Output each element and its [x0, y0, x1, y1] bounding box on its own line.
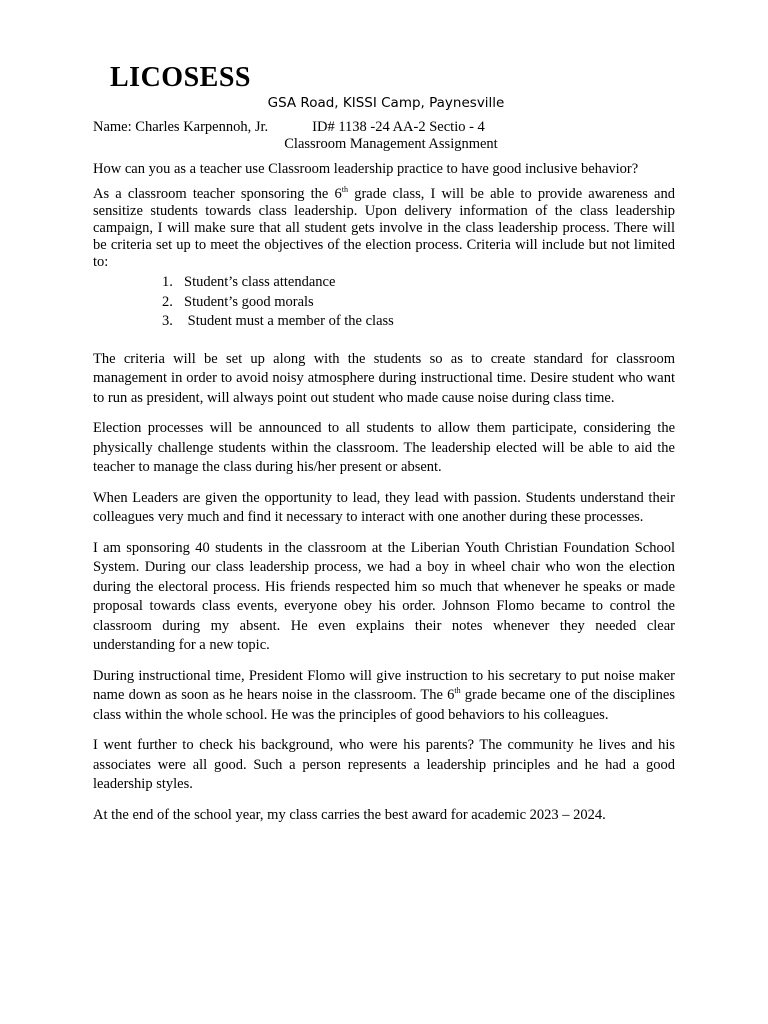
address-text: GSA Road, KISSI Camp, Paynesville	[267, 95, 505, 111]
criteria-list	[93, 273, 675, 332]
paragraph-background: I went further to check his background, who were his parents? The community he lives and his associates were all good. Such a person represents a leadership principles and he had a good leadership styles.	[93, 737, 675, 792]
question: How can you as a teacher use Classroom leadership practice to have good inclusive behavior?	[93, 161, 639, 177]
list-number: 2.	[162, 293, 173, 310]
name-id-row	[93, 119, 675, 136]
list-text: Student must a member of the class	[184, 313, 394, 329]
document-body	[93, 160, 675, 825]
school-address	[0, 94, 768, 112]
student-name: Name: Charles Karpennoh, Jr.	[93, 119, 269, 135]
paragraph-instructional	[93, 667, 675, 726]
list-text: Student’s class attendance	[184, 274, 336, 290]
p6-text-a: During instructional time, President Flomo will give instruction to his secretary to put noise maker name down as soon as he hears noise in the classroom. The 6	[93, 667, 675, 703]
intro-paragraph	[93, 186, 675, 271]
intro-text-b: grade class, I will be able to provide awareness and sensitize students towards class leadership. Upon delivery information of the class leadership campaign, I will make sure that all student gets involve in the class leadership process. There will be criteria set up to meet the objectives of the election process. Criteria will include but not limited to:	[93, 186, 675, 270]
list-number: 1.	[162, 274, 173, 290]
p6-sup: th	[454, 686, 461, 695]
student-info	[93, 119, 675, 153]
assignment-title: Classroom Management Assignment	[284, 136, 498, 152]
p6-text-b: grade became one of the disciplines class within the whole school. He was the principles of good behaviors to his colleagues.	[93, 687, 675, 723]
list-number: 3.	[162, 313, 173, 329]
paragraph-criteria: The criteria will be set up along with the students so as to create standard for classroom management in order to avoid noisy atmosphere during instructional time. Desire student who want to run as president, will always point out student who made cause noise during class time.	[93, 350, 675, 406]
intro-sup: th	[341, 185, 349, 194]
list-item	[162, 293, 675, 313]
student-id: ID# 1138 -24 AA-2 Sectio - 4	[312, 119, 485, 135]
paragraph-leaders: When Leaders are given the opportunity to lead, they lead with passion. Students understand their colleagues very much and find it necessary to interact with one another during these processes.	[93, 489, 675, 525]
list-item	[162, 312, 675, 332]
list-item	[162, 273, 675, 293]
paragraph-award: At the end of the school year, my class carries the best award for academic 2023 – 2024.	[93, 806, 606, 823]
paragraph-election: Election processes will be announced to all students to allow them participate, considering the physically challenge students within the classroom. The leadership elected will be able to aid the teacher to manage the class during his/her present or absent.	[93, 420, 675, 475]
paragraph-sponsoring: I am sponsoring 40 students in the classroom at the Liberian Youth Christian Foundation School System. During our class leadership process, we had a boy in wheel chair who won the election during the electoral process. His friends respected him so much that whenever he speaks or made proposal towards class events, everyone obey his order. Johnson Flomo became to control the classroom during my absent. He even explains their notes whenever they needed clear understanding for a new topic.	[93, 539, 675, 653]
intro-text-a: As a classroom teacher sponsoring the 6	[93, 186, 342, 202]
list-text: Student’s good morals	[184, 293, 314, 310]
school-name: LICOSESS	[110, 62, 251, 93]
